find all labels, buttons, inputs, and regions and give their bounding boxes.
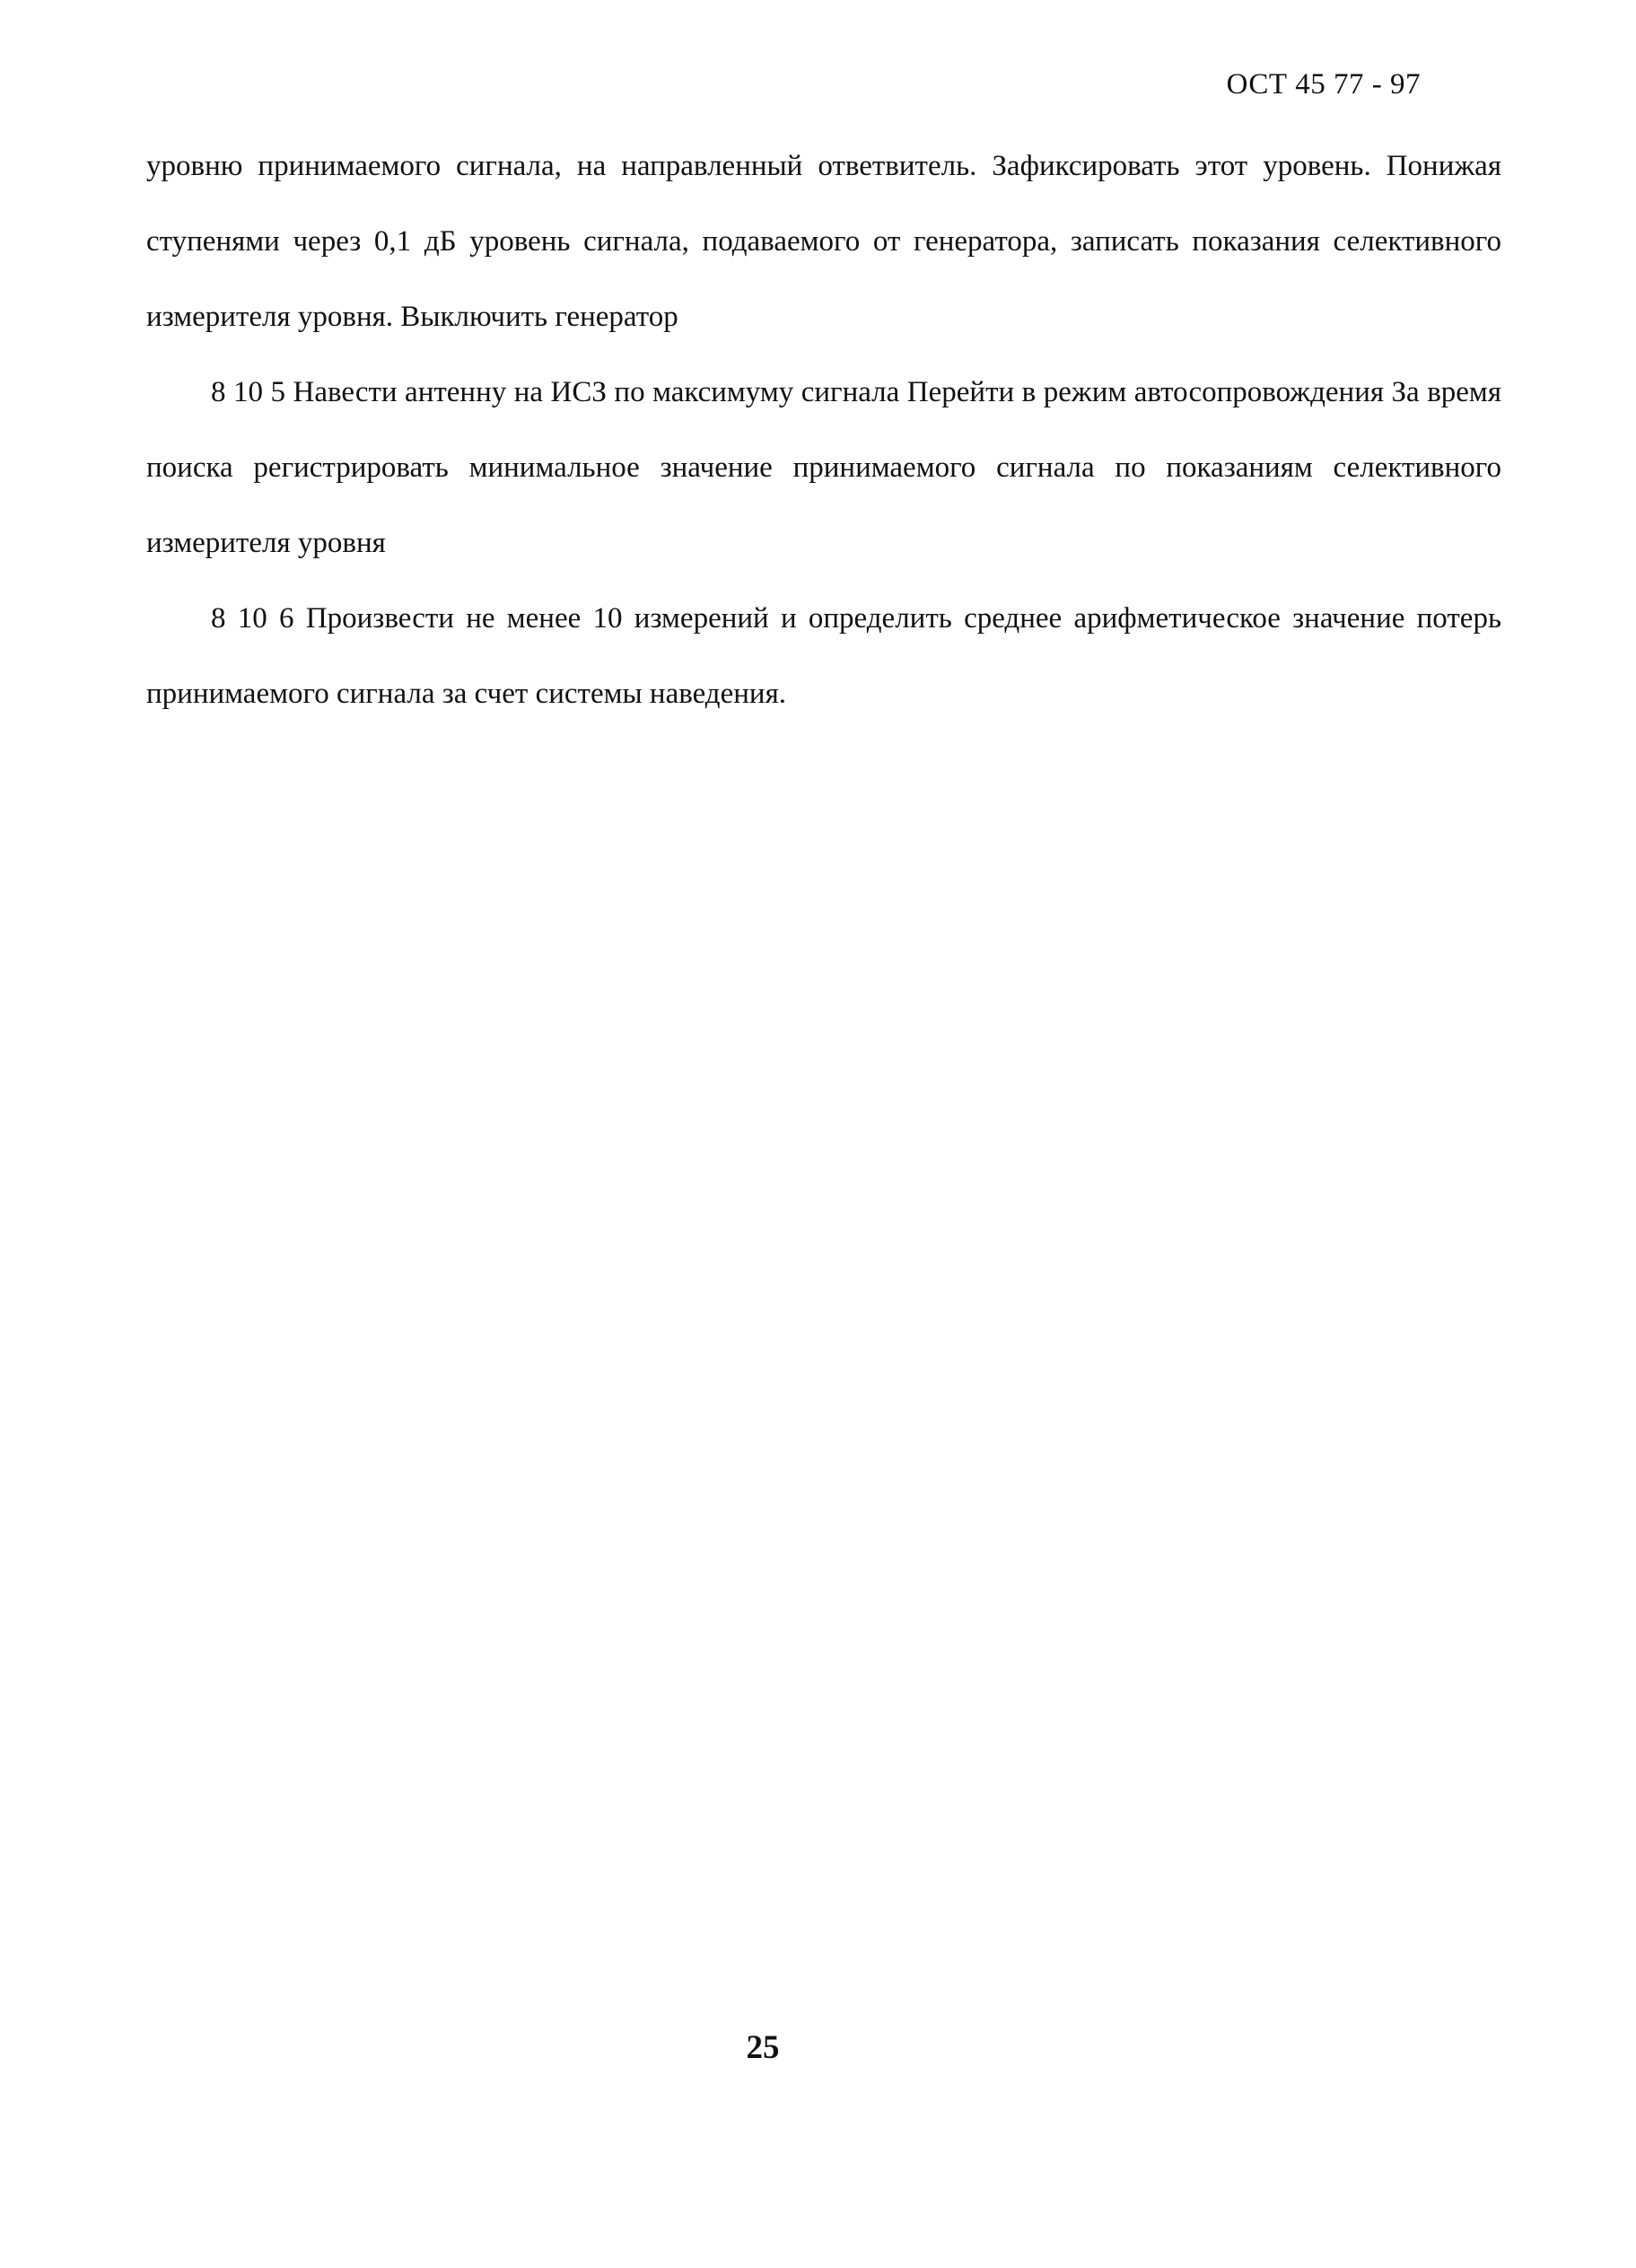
paragraph-8-10-6: 8 10 6 Произвести не менее 10 измерений и определить среднее арифметическое значение потерь принимаемого сигнала за счет системы наведения.: [146, 602, 1501, 710]
document-code: ОСТ 45 77 - 97: [1226, 68, 1421, 101]
paragraph-8-10-5: 8 10 5 Навести антенну на ИСЗ по максимуму сигнала Перейти в режим автосопровождения За время поиска регистрировать минимальное значение принимаемого сигнала по показаниям селективного измерителя уровня: [146, 376, 1501, 559]
page-number: 25: [746, 2029, 780, 2066]
body-text: [146, 128, 1501, 731]
paragraph-continuation: уровню принимаемого сигнала, на направленный ответвитель. Зафиксировать этот уровень. Понижая ступенями через 0,1 дБ уровень сигнала, подаваемого от генератора, записать показания селективного измерителя уровня. Выключить генератор: [146, 150, 1501, 333]
